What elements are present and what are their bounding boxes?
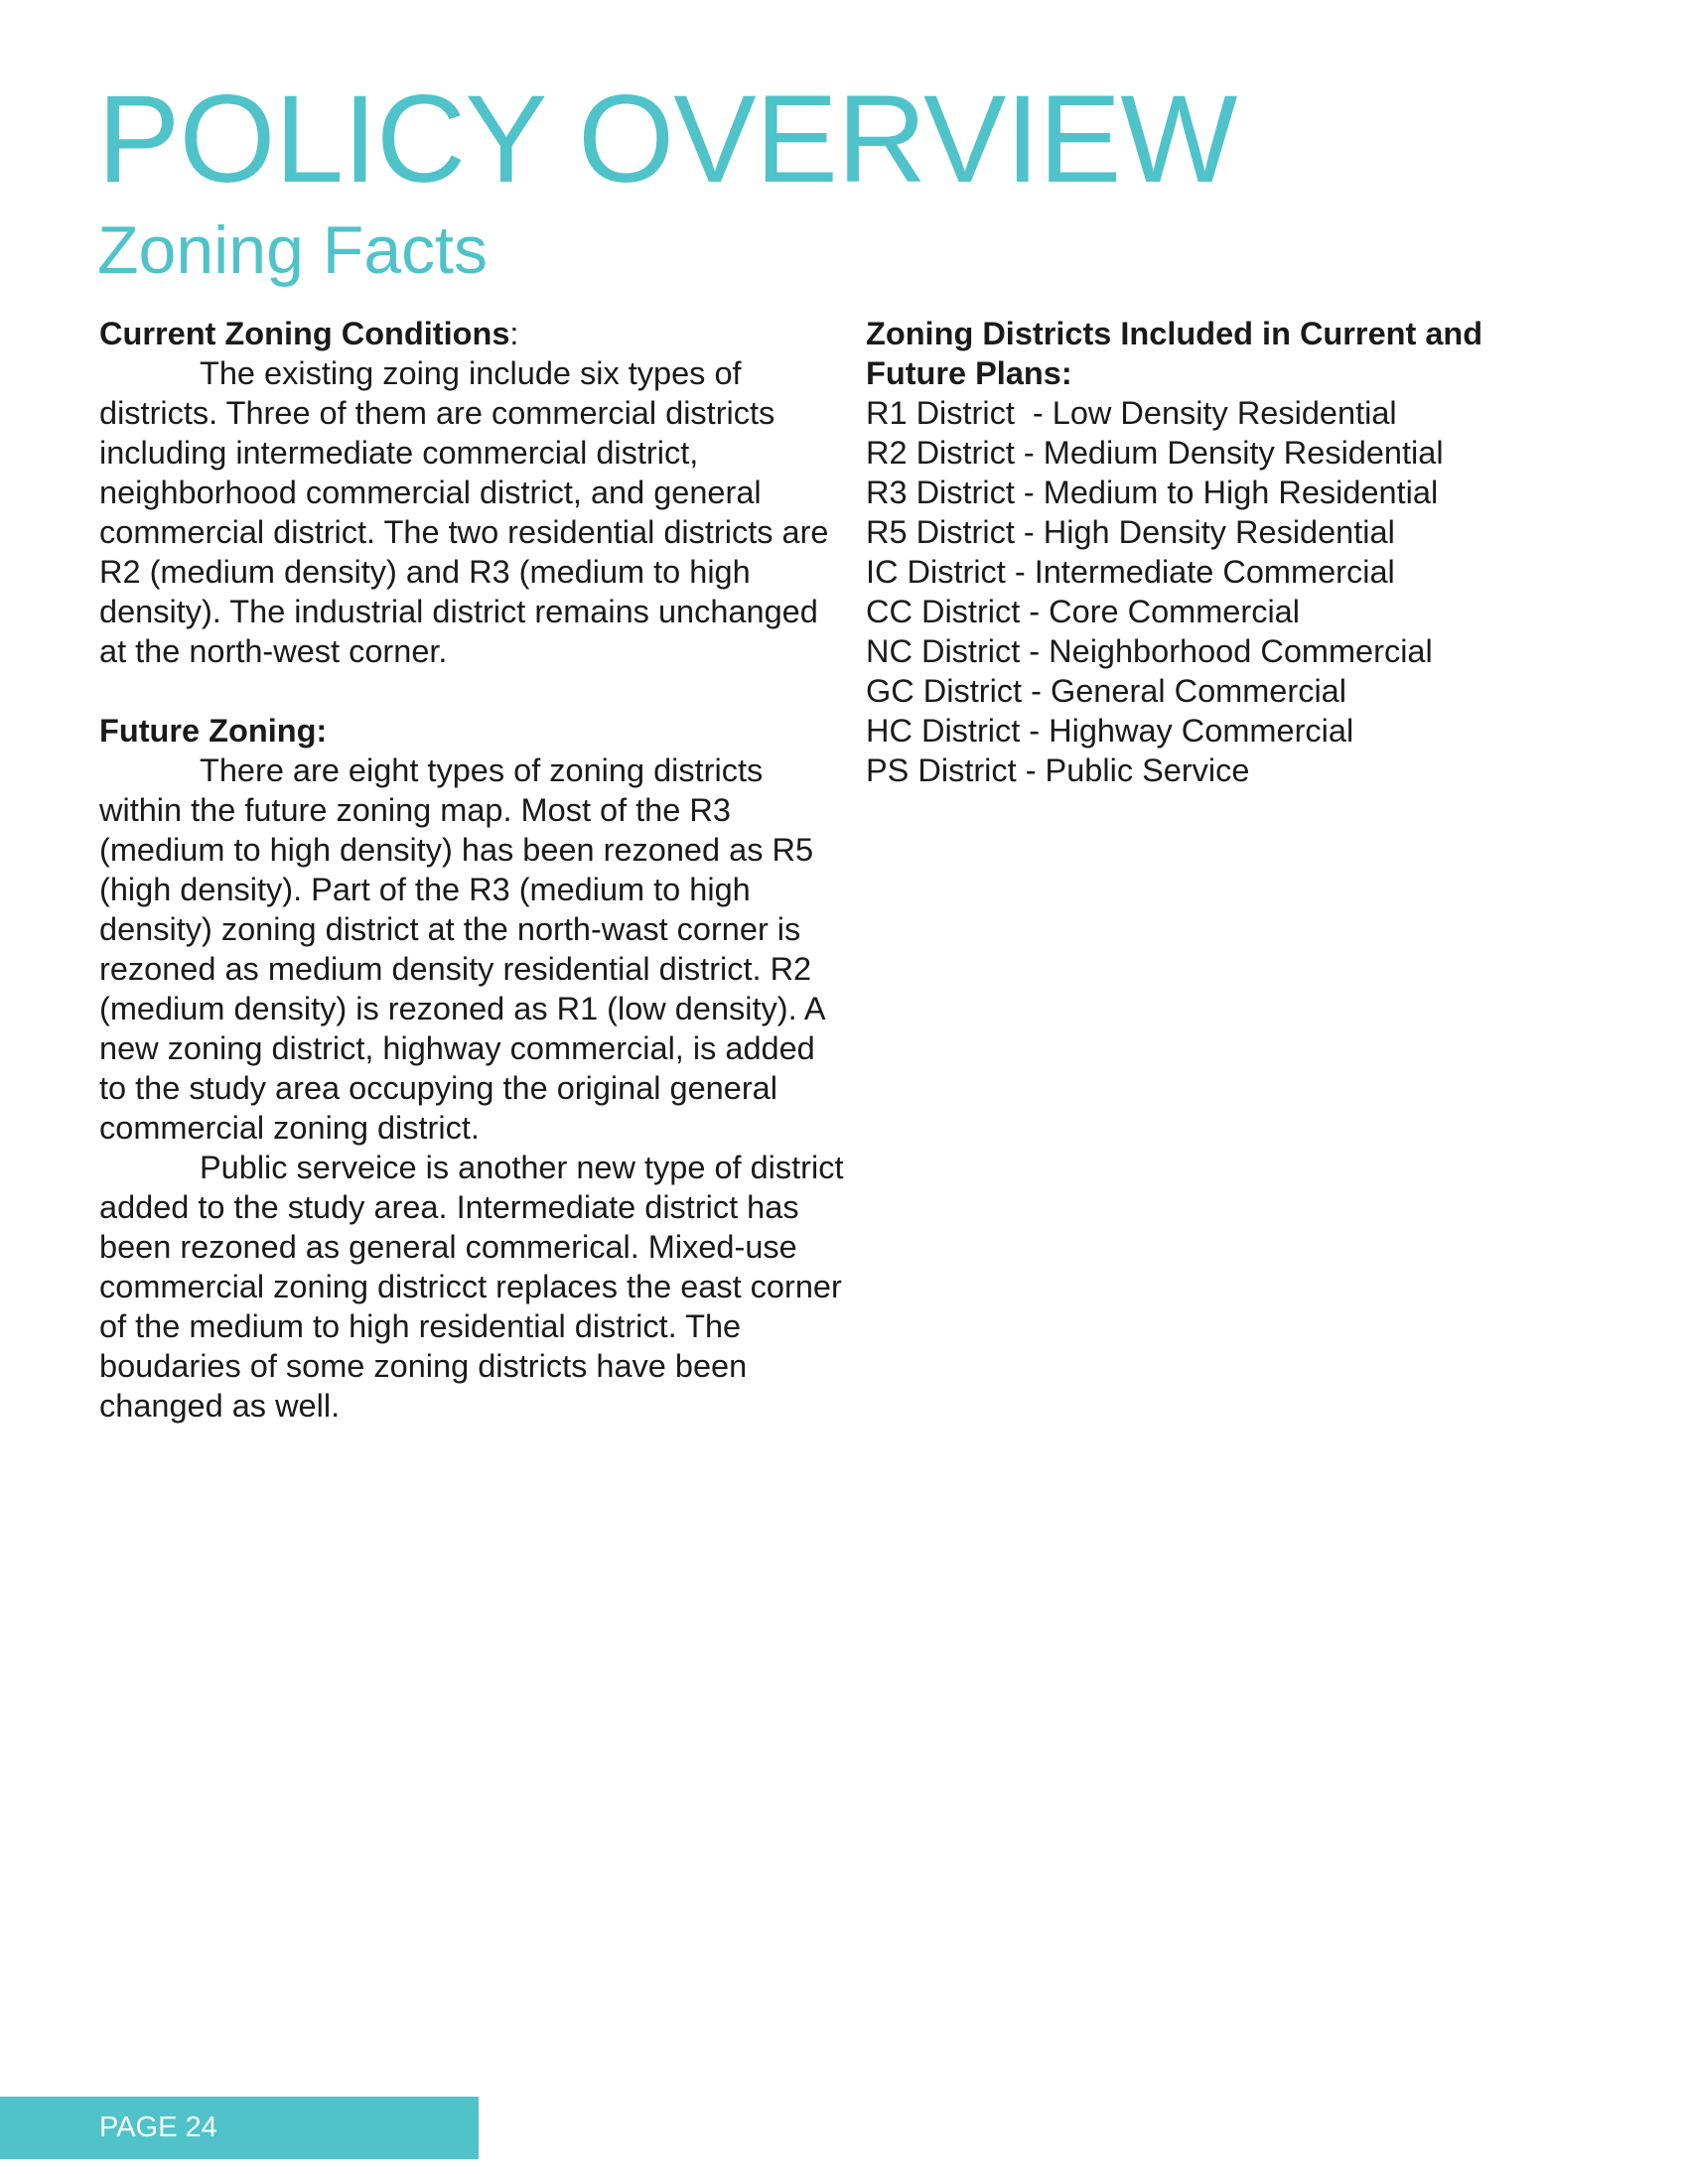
left-column: [99, 314, 844, 1426]
districts-heading: [866, 314, 1561, 393]
page-title: POLICY OVERVIEW: [97, 70, 1237, 208]
district-item-r2: R2 District - Medium Density Residential: [866, 435, 1444, 471]
footer-bar: [0, 2097, 479, 2159]
page-subtitle: Zoning Facts: [97, 212, 489, 288]
current-zoning-heading: [99, 314, 844, 353]
section-spacer: [99, 671, 844, 711]
district-item-ic: IC District - Intermediate Commercial: [866, 554, 1395, 590]
district-list: [866, 393, 1561, 790]
current-zoning-heading-text: Current Zoning Conditions: [99, 316, 510, 351]
district-item-hc: HC District - Highway Commercial: [866, 713, 1354, 749]
districts-heading-line-2: Future Plans:: [866, 355, 1072, 391]
future-zoning-paragraph-1: There are eight types of zoning districts within the future zoning map. Most of the R3 (medium to high density) has been rezoned as R5 (high density). Part of the R3 (medium to high density) zoning district at the north-wast corner is rezoned as medium density residential district. R2 (medium density) is rezoned as R1 (low density). A new zoning district, highway commercial, is added to the study area occupying the original general commercial zoning district.: [99, 752, 824, 1146]
district-item-r3: R3 District - Medium to High Residential: [866, 475, 1439, 510]
future-zoning-paragraph-2: Public serveice is another new type of district added to the study area. Intermediate district has been rezoned as general commerical. Mixed-use commercial zoning districct replaces the east corner of the medium to high residential district. The boudaries of some zoning districts have been changed as well.: [99, 1150, 844, 1424]
page-number: PAGE 24: [99, 2112, 217, 2143]
district-item-cc: CC District - Core Commercial: [866, 594, 1300, 629]
districts-heading-line-1: Zoning Districts Included in Current and: [866, 316, 1483, 351]
district-item-ps: PS District - Public Service: [866, 752, 1250, 788]
right-column: [866, 314, 1561, 790]
future-zoning-heading: Future Zoning:: [99, 713, 328, 749]
district-item-nc: NC District - Neighborhood Commercial: [866, 633, 1433, 669]
current-zoning-paragraph: The existing zoing include six types of districts. Three of them are commercial districts including intermediate commercial district, neighborhood commercial district, and general commercial district. The two residential districts are R2 (medium density) and R3 (medium to high density). The industrial district remains unchanged at the north-west corner.: [99, 355, 829, 669]
district-item-r5: R5 District - High Density Residential: [866, 514, 1395, 550]
district-item-r1: R1 District - Low Density Residential: [866, 395, 1397, 431]
current-zoning-heading-colon: :: [509, 316, 519, 351]
district-item-gc: GC District - General Commercial: [866, 673, 1346, 709]
